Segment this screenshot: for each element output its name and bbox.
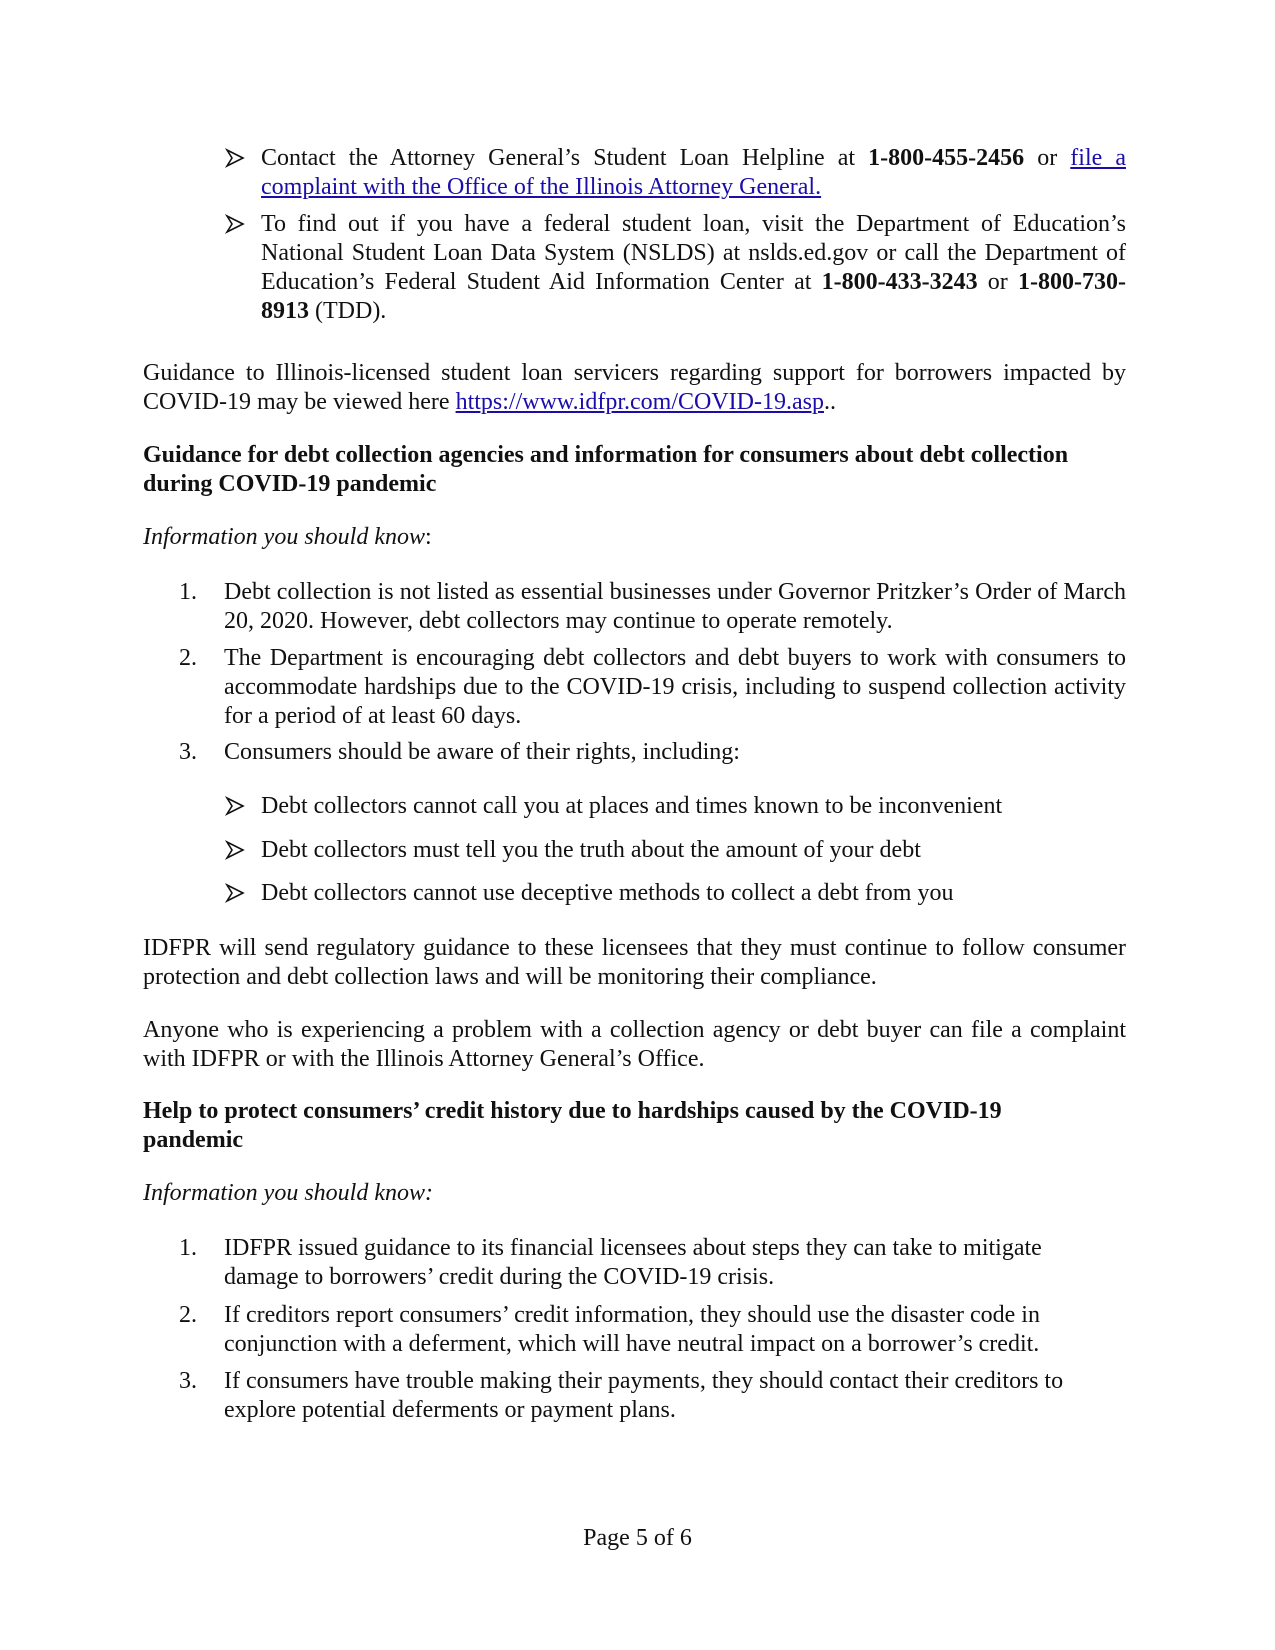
- arrow-bullet-icon: [225, 148, 245, 168]
- helpline-phone: 1-800-455-2456: [868, 145, 1025, 171]
- idfpr-covid-link[interactable]: https://www.idfpr.com/COVID-19.asp: [455, 389, 824, 415]
- arrow-bullet-icon: [225, 214, 245, 234]
- credit-section-heading: Help to protect consumers’ credit history due to hardships caused by the COVID-19 pandemic: [143, 1098, 1002, 1153]
- fsa-phone: 1-800-433-3243: [821, 269, 978, 295]
- arrow-bullet-icon: [225, 840, 245, 860]
- list-number: 3.: [179, 1368, 197, 1394]
- federal-loan-bullet: [261, 210, 1126, 326]
- list-number: 2.: [179, 645, 197, 671]
- list-number: 2.: [179, 1302, 197, 1328]
- credit-intro: Information you should know:: [143, 1180, 433, 1206]
- servicer-guidance-paragraph: [143, 359, 1126, 417]
- list-item: The Department is encouraging debt collectors and debt buyers to work with consumers to accommodate hardships due to the COVID-19 crisis, including to suspend collection activity for a period of at least 60 days.: [224, 645, 1126, 729]
- helpline-or: or: [1024, 145, 1071, 171]
- rights-item: Debt collectors cannot use deceptive methods to collect a debt from you: [261, 880, 954, 906]
- tdd-phone: 1-800-730-8913: [261, 269, 1126, 324]
- list-number: 1.: [179, 1235, 197, 1261]
- federal-loan-text: To find out if you have a federal student loan, visit the Department of Education’s National Student Loan Data System (NSLDS) at nslds.ed.gov or call the Department of Education’s Federal Student Aid Information Center at: [261, 211, 1126, 295]
- servicer-guidance-end: ..: [823, 389, 836, 415]
- arrow-bullet-icon: [225, 796, 245, 816]
- rights-item: Debt collectors must tell you the truth about the amount of your debt: [261, 837, 921, 863]
- rights-item: Debt collectors cannot call you at places and times known to be inconvenient: [261, 793, 1003, 819]
- list-item: If creditors report consumers’ credit information, they should use the disaster code in conjunction with a deferment, which will have neutral impact on a borrower’s credit.: [224, 1302, 1040, 1357]
- debt-intro-colon: :: [425, 524, 432, 550]
- helpline-bullet: [261, 144, 1126, 202]
- debt-intro: [143, 523, 432, 552]
- list-number: 1.: [179, 579, 197, 605]
- arrow-bullet-icon: [225, 883, 245, 903]
- list-item: Consumers should be aware of their rights, including:: [224, 739, 740, 765]
- list-number: 3.: [179, 739, 197, 765]
- list-item: If consumers have trouble making their payments, they should contact their creditors to explore potential deferments or payment plans.: [224, 1368, 1064, 1423]
- debt-intro-text: Information you should know: [143, 524, 425, 550]
- list-item: Debt collection is not listed as essential businesses under Governor Pritzker’s Order of March 20, 2020. However, debt collectors may continue to operate remotely.: [224, 579, 1126, 634]
- list-item: IDFPR issued guidance to its financial licensees about steps they can take to mitigate damage to borrowers’ credit during the COVID-19 crisis.: [224, 1235, 1042, 1290]
- regulatory-guidance-paragraph: IDFPR will send regulatory guidance to these licensees that they must continue to follow consumer protection and debt collection laws and will be monitoring their compliance.: [143, 935, 1126, 990]
- complaint-paragraph: Anyone who is experiencing a problem with a collection agency or debt buyer can file a complaint with IDFPR or with the Illinois Attorney General’s Office.: [143, 1017, 1126, 1072]
- servicer-guidance-text: Guidance to Illinois-licensed student loan servicers regarding support for borrowers impacted by COVID-19 may be viewed here: [143, 360, 1126, 415]
- helpline-text: Contact the Attorney General’s Student Loan Helpline at: [261, 145, 869, 171]
- tdd-label: (TDD).: [309, 298, 387, 324]
- page-number: Page 5 of 6: [583, 1525, 692, 1551]
- debt-section-heading: Guidance for debt collection agencies and information for consumers about debt collection during COVID-19 pandemic: [143, 442, 1069, 497]
- file-complaint-link[interactable]: file a complaint with the Office of the Illinois Attorney General.: [261, 145, 1126, 200]
- fsa-or: or: [977, 269, 1019, 295]
